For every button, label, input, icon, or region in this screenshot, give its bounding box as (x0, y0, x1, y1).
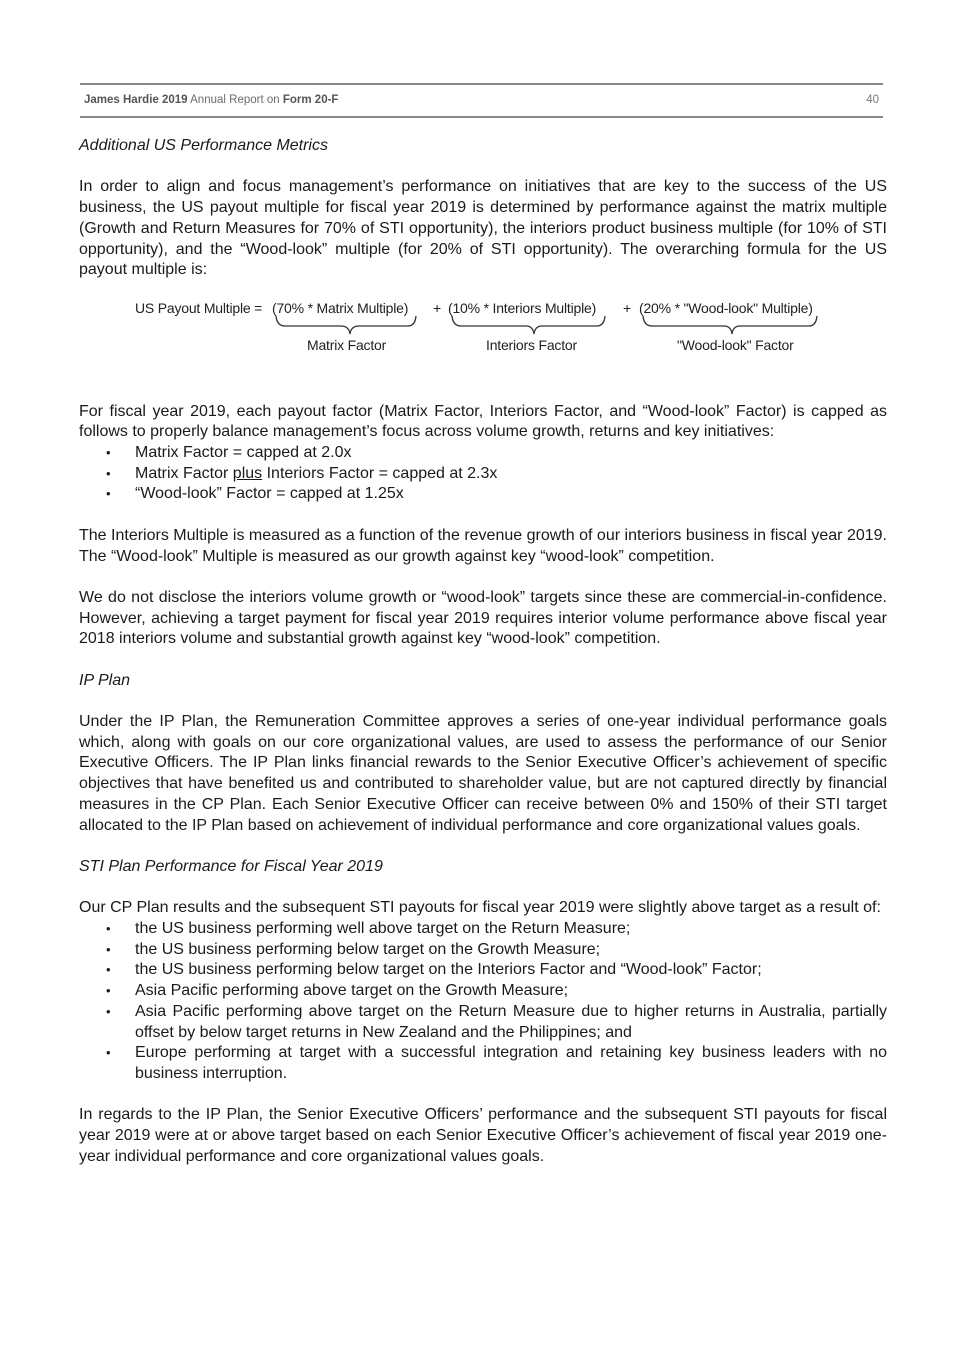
cap-matrix: Matrix Factor = capped at 2.0x (135, 444, 352, 461)
formula-term-interiors: (10% * Interiors Multiple) (448, 299, 597, 316)
formula-term-matrix: (70% * Matrix Multiple) (272, 299, 409, 316)
header-report: Annual Report on (190, 94, 280, 106)
sti-closing: In regards to the IP Plan, the Senior Executive Officers’ performance and the subsequent STI payouts for fiscal year 2019 were at or above target based on each Senior Executive Officer’s achievement of fiscal year 2019 one-year individual performance and core organizational values goals. (79, 1106, 887, 1165)
formula-term-woodlook: (20% * "Wood-look" Multiple) (639, 299, 813, 316)
page-number: 40 (866, 94, 879, 106)
disclosure-paragraph: We do not disclose the interiors volume growth or “wood-look” targets since these are commercial-in-confidence. However, achieving a target payment for fiscal year 2019 requires interior volume performance above fiscal year 2018 interiors volume and substantial growth against key “wood-look” competition. (79, 588, 887, 648)
caps-list (79, 443, 887, 505)
formula-label-interiors-factor: Interiors Factor (486, 336, 577, 353)
page-body (79, 136, 887, 1188)
list-item (79, 443, 887, 464)
formula-lhs: US Payout Multiple = (135, 299, 263, 316)
caps-intro: For fiscal year 2019, each payout factor (Matrix Factor, Interiors Factor, and “Wood-look” Factor) is capped as follows to properly balance management’s focus across volume growth, returns and key initiatives: (79, 402, 887, 441)
cap-combined-pre: Matrix Factor (135, 464, 233, 482)
section-heading-sti-performance: STI Plan Performance for Fiscal Year 2019 (79, 857, 383, 875)
header-rule-top (80, 83, 883, 85)
list-item: • Asia Pacific performing above target on the Return Measure due to higher returns in Australia, partially offset by below target returns in New Zealand and the Philippines; and (79, 1002, 887, 1043)
header-company: James Hardie 2019 (84, 94, 188, 106)
formula-braces (79, 314, 887, 336)
list-item: • the US business performing below target on the Growth Measure; (79, 940, 887, 961)
section-heading-us-metrics: Additional US Performance Metrics (79, 137, 328, 154)
list-item: • Asia Pacific performing above target on the Growth Measure; (79, 981, 887, 1002)
cap-combined-plus: plus (232, 464, 263, 482)
list-item: • the US business performing well above target on the Return Measure; (79, 919, 887, 940)
running-header (84, 93, 879, 107)
us-metrics-intro: In order to align and focus management’s performance on initiatives that are key to the success of the US business, the US payout multiple for fiscal year 2019 is determined by performance against the matrix multiple (Growth and Return Measures for 70% of STI opportunity), the interiors product business multiple (for 10% of STI opportunity), and the “Wood-look” multiple (for 20% of STI opportunity). The overarching formula for the US payout multiple is: (79, 178, 887, 279)
cap-woodlook: “Wood-look” Factor = capped at 1.25x (135, 485, 404, 503)
brace-woodlook (643, 316, 817, 334)
header-form: Form 20-F (282, 94, 339, 106)
header-rule-bottom (80, 116, 883, 118)
section-heading-ip-plan: IP Plan (79, 671, 130, 689)
formula-label-woodlook-factor: "Wood-look" Factor (677, 336, 794, 353)
list-item: • Europe performing at target with a successful integration and retaining key business leaders with no business interruption. (79, 1043, 887, 1084)
formula-label-matrix-factor: Matrix Factor (307, 336, 387, 353)
list-item: • the US business performing below target on the Interiors Factor and “Wood-look” Factor; (79, 960, 887, 981)
list-item (79, 464, 887, 485)
ip-plan-body: Under the IP Plan, the Remuneration Committee approves a series of one-year individual performance goals which, along with goals on our core organizational values, are used to assess the performance of our Senior Executive Officers. The IP Plan links financial rewards to the Senior Executive Officer’s achievement of specific objectives that have benefited us and contributed to shareholder value, but are not captured directly by financial measures in the CP Plan. Each Senior Executive Officer can receive between 0% and 150% of their STI target allocated to the IP Plan based on achievement of individual performance and core organizational values goals. (79, 713, 887, 834)
measurement-paragraph: The Interiors Multiple is measured as a function of the revenue growth of our interiors business in fiscal year 2019. The “Wood-look” Multiple is measured as our growth against key “wood-look” competition. (79, 526, 887, 565)
formula-plus-2: + (623, 299, 631, 316)
brace-interiors (452, 316, 605, 334)
cap-combined-post: Interiors Factor = capped at 2.3x (262, 464, 498, 482)
formula-plus-1: + (433, 299, 441, 316)
brace-matrix (276, 316, 416, 334)
sti-intro: Our CP Plan results and the subsequent STI payouts for fiscal year 2019 were slightly above target as a result of: (79, 899, 881, 917)
payout-formula (79, 298, 887, 383)
sti-results-list (79, 919, 887, 1085)
list-item (79, 484, 887, 505)
